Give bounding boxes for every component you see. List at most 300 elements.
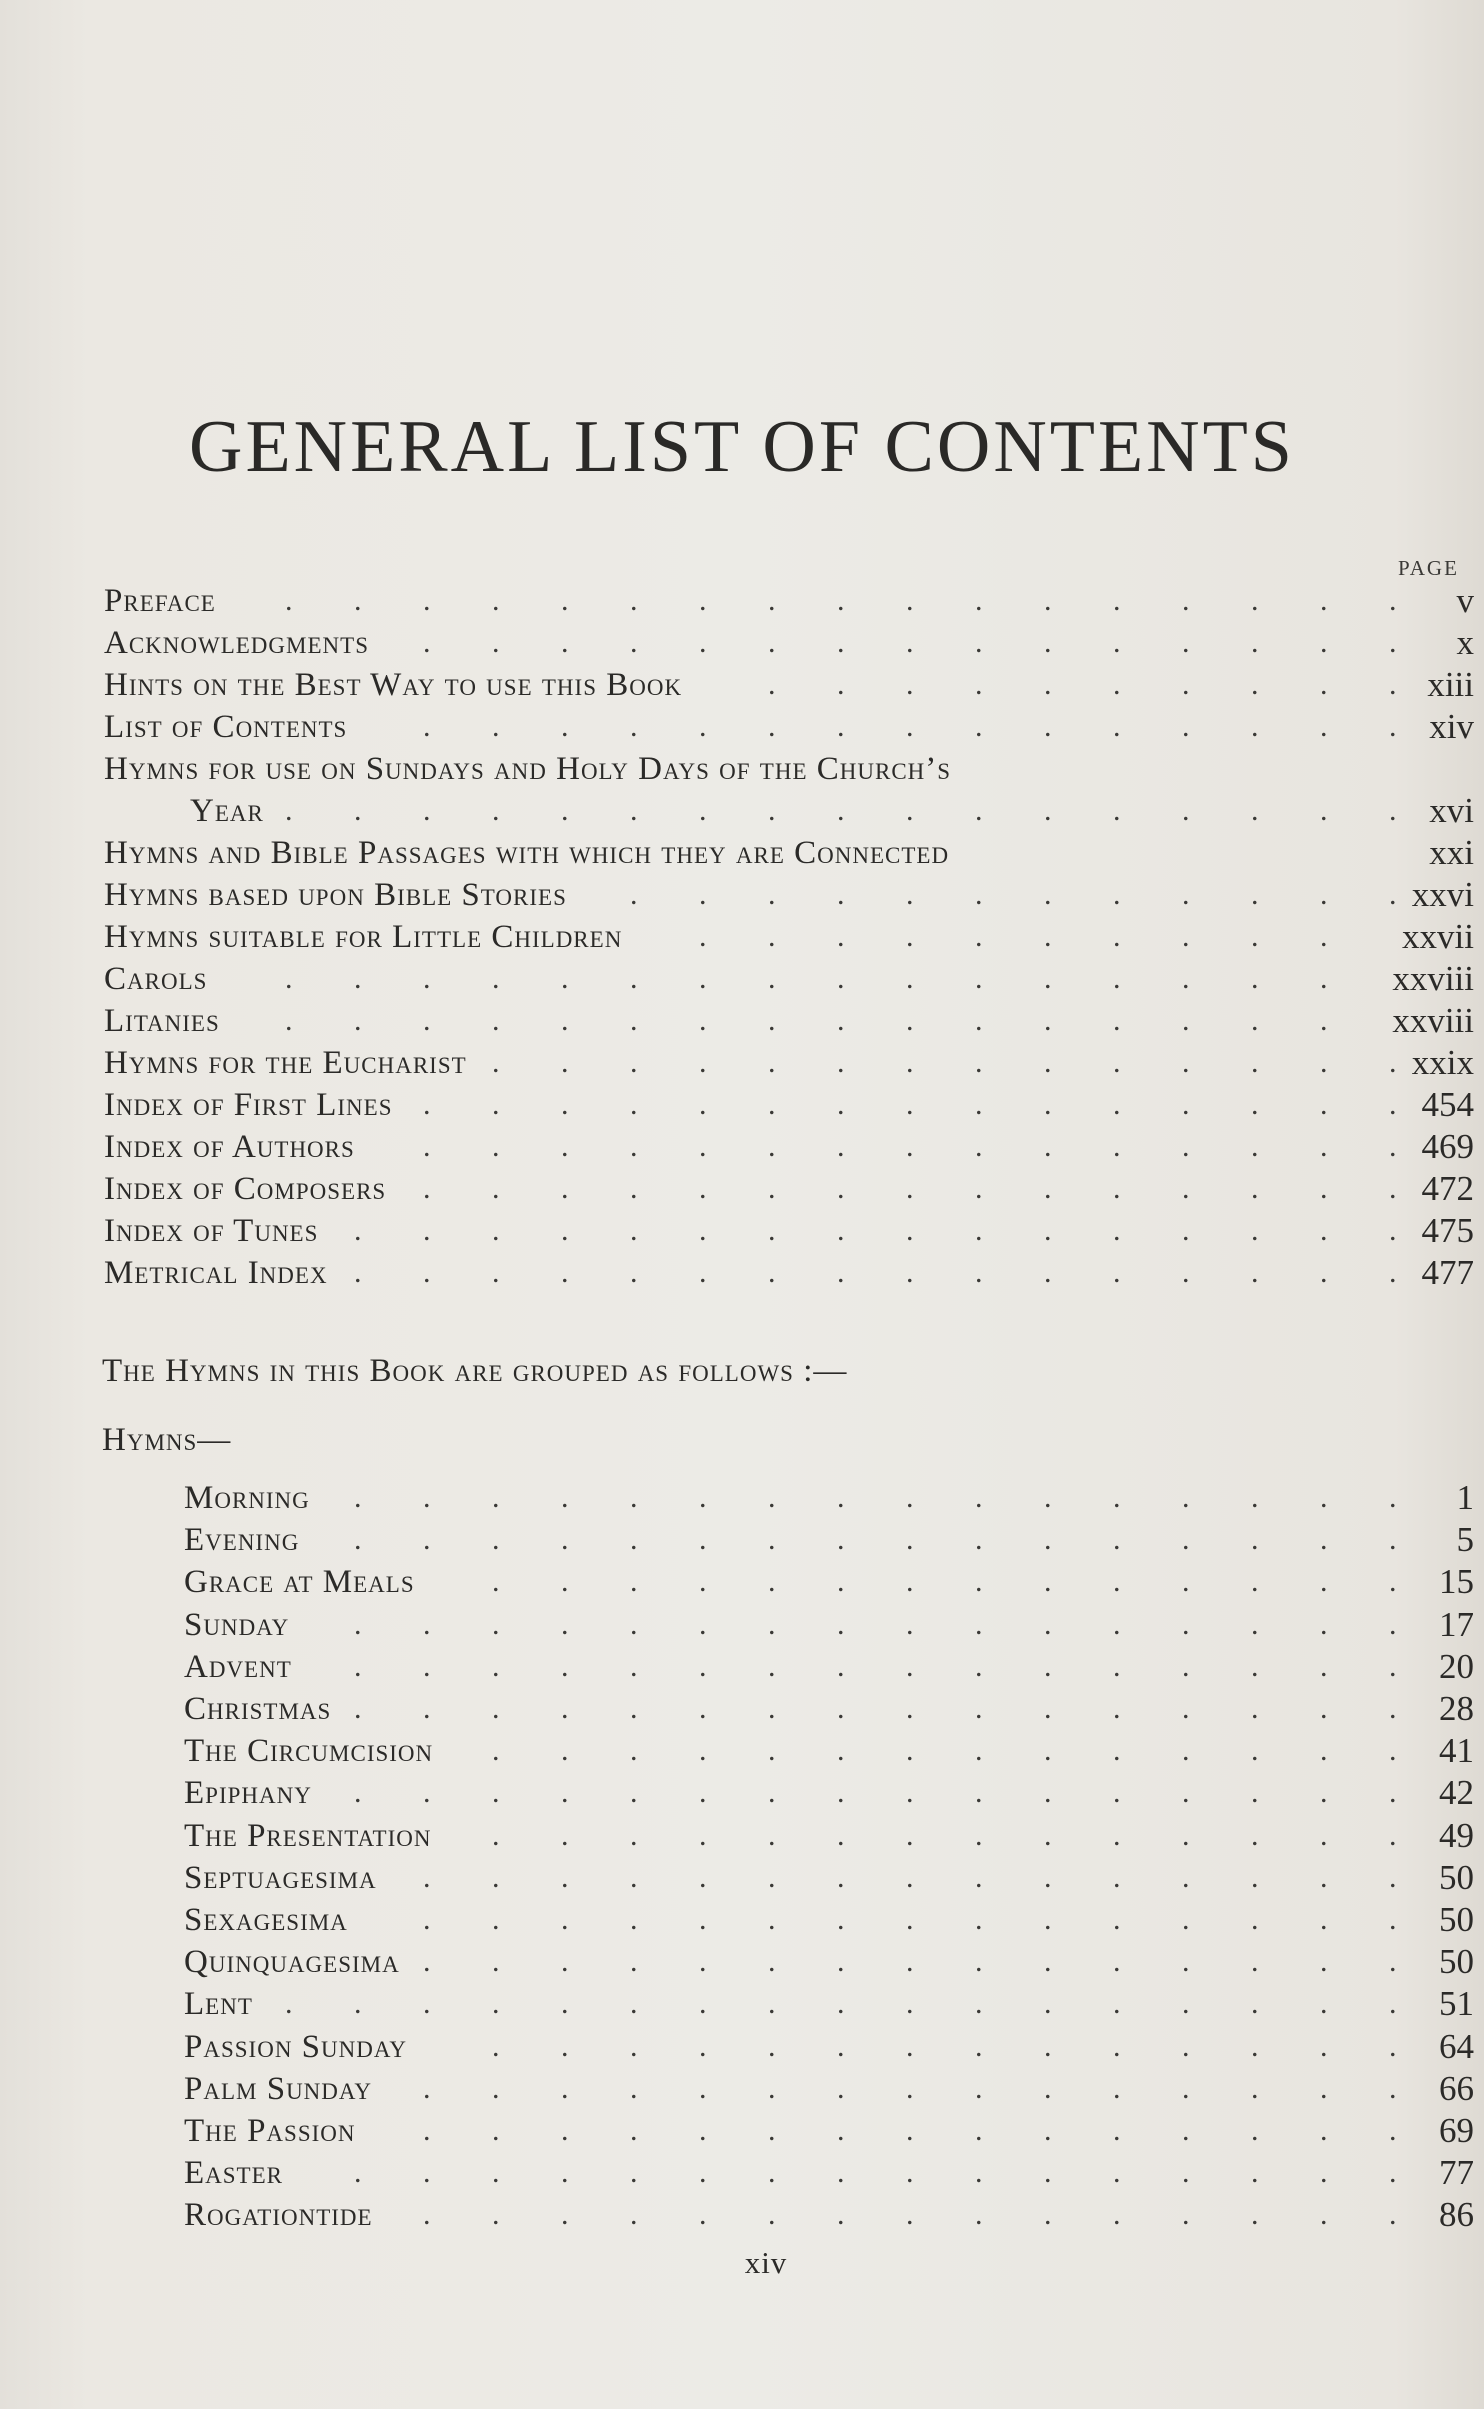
leader-dot: .: [837, 2072, 845, 2105]
hymn-group-entry-page: 86: [1439, 2195, 1474, 2234]
leader-dot: .: [423, 1214, 431, 1247]
leader-dot: .: [1113, 1819, 1121, 1852]
contents-entry-title: Acknowledgments: [104, 625, 369, 661]
hymn-group-entry: [184, 2194, 1474, 2236]
leader-dot: .: [423, 626, 431, 659]
hymn-group-entry-page: 5: [1456, 1520, 1474, 1559]
hymn-group-entry: [184, 1477, 1474, 1519]
leader-dot: .: [1044, 1903, 1052, 1936]
leader-dot: .: [1113, 1088, 1121, 1121]
leader-dot: .: [1113, 2072, 1121, 2105]
hymn-group-entry: [184, 1604, 1474, 1646]
leader-dot: .: [630, 1046, 638, 1079]
contents-entry-title: Index of Tunes: [104, 1213, 319, 1249]
leader-dot: .: [1182, 962, 1190, 995]
contents-entry-title: Preface: [104, 583, 216, 619]
hymn-group-entry-title: Lent: [184, 1986, 253, 2022]
leader-dot: .: [975, 878, 983, 911]
leader-dot: .: [1113, 584, 1121, 617]
hymn-group-entry-page: 50: [1439, 1900, 1474, 1939]
leader-dot: .: [975, 2114, 983, 2147]
leader-dot: .: [561, 1046, 569, 1079]
hymn-group-entry-title: Sunday: [184, 1607, 290, 1643]
contents-entry-title: Hymns for the Eucharist: [104, 1045, 467, 1081]
leader-dot: .: [1320, 1214, 1328, 1247]
leader-dot: .: [1044, 2114, 1052, 2147]
leader-dot: .: [975, 962, 983, 995]
leader-dot: .: [1320, 962, 1328, 995]
leader-dot: .: [699, 1903, 707, 1936]
leader-dot: .: [975, 2156, 983, 2189]
contents-entry-page: xxviii: [1392, 1001, 1474, 1040]
leader-dot: .: [285, 962, 293, 995]
leader-dot: .: [1320, 1481, 1328, 1514]
leader-dot: .: [975, 626, 983, 659]
leader-dot: .: [1113, 1256, 1121, 1289]
contents-entry: [104, 832, 1474, 874]
leader-dot: .: [1320, 626, 1328, 659]
leader-dot: .: [906, 2030, 914, 2063]
leader-dot: .: [1389, 1130, 1397, 1163]
leader-dot: .: [1251, 1565, 1259, 1598]
hymn-group-entry: [184, 1519, 1474, 1561]
leader-dot: .: [492, 1088, 500, 1121]
leader-dot: .: [561, 1004, 569, 1037]
leader-dot: .: [906, 1692, 914, 1725]
leader-dot: .: [423, 710, 431, 743]
contents-entry-page: 472: [1421, 1169, 1474, 1208]
leader-dot: .: [630, 2114, 638, 2147]
leader-dot: .: [699, 1945, 707, 1978]
leader-dot: .: [1389, 1903, 1397, 1936]
leader-dot: .: [906, 668, 914, 701]
leader-dot: .: [1182, 2198, 1190, 2231]
contents-entry-title: Litanies: [104, 1003, 220, 1039]
leader-dot: .: [975, 1776, 983, 1809]
leader-dot: .: [699, 2114, 707, 2147]
leader-dot: .: [1113, 710, 1121, 743]
leader-dot: .: [492, 1523, 500, 1556]
leader-dot: .: [699, 2156, 707, 2189]
leader-dot: .: [1320, 1130, 1328, 1163]
leader-dot: .: [1320, 1172, 1328, 1205]
leader-dot: .: [1320, 1088, 1328, 1121]
leader-dot: .: [561, 1172, 569, 1205]
contents-entry: [104, 580, 1474, 622]
leader-dot: .: [1044, 1650, 1052, 1683]
leader-dot: .: [1251, 1692, 1259, 1725]
leader-dot: .: [285, 794, 293, 827]
leader-dot: .: [1113, 668, 1121, 701]
leader-dot: .: [699, 1214, 707, 1247]
leader-dot: .: [1044, 1776, 1052, 1809]
leader-dot: .: [699, 1481, 707, 1514]
hymn-group-entry-page: 17: [1439, 1605, 1474, 1644]
leader-dot: .: [1320, 2156, 1328, 2189]
leader-dot: .: [1113, 1692, 1121, 1725]
leader-dot: .: [1251, 1256, 1259, 1289]
leader-dot: .: [561, 1256, 569, 1289]
leader-dot: .: [1389, 794, 1397, 827]
leader-dot: .: [630, 1608, 638, 1641]
leader-dot: .: [1182, 2030, 1190, 2063]
leader-dot: .: [1044, 1130, 1052, 1163]
leader-dot: .: [1389, 584, 1397, 617]
leader-dot: .: [630, 1523, 638, 1556]
leader-dot: .: [975, 920, 983, 953]
leader-dot: .: [561, 1945, 569, 1978]
leader-dot: .: [492, 1945, 500, 1978]
leader-dot: .: [1182, 878, 1190, 911]
hymn-group-entry: [184, 2068, 1474, 2110]
contents-entry-page: xxix: [1411, 1043, 1474, 1082]
leader-dot: .: [906, 1945, 914, 1978]
leader-dot: .: [492, 584, 500, 617]
leader-dot: .: [1389, 2156, 1397, 2189]
contents-entry-page: xiii: [1427, 665, 1474, 704]
hymn-group-entry: [184, 1899, 1474, 1941]
leader-dot: .: [768, 1903, 776, 1936]
leader-dot: .: [423, 1088, 431, 1121]
leader-dot: .: [354, 1987, 362, 2020]
leader-dot: .: [768, 1945, 776, 1978]
contents-entry-title: Hymns and Bible Passages with which they are Connected: [104, 835, 950, 871]
leader-dot: .: [1182, 584, 1190, 617]
contents-entry: [104, 706, 1474, 748]
leader-dot: .: [1251, 1945, 1259, 1978]
leader-dot: .: [423, 1776, 431, 1809]
leader-dot: .: [906, 2072, 914, 2105]
leader-dot: .: [1251, 1214, 1259, 1247]
leader-dot: .: [699, 1734, 707, 1767]
leader-dot: .: [561, 1214, 569, 1247]
leader-dot: .: [1044, 878, 1052, 911]
leader-dot: .: [1113, 1861, 1121, 1894]
leader-dot: .: [630, 1565, 638, 1598]
leader-dot: .: [906, 2156, 914, 2189]
leader-dot: .: [630, 2072, 638, 2105]
leader-dot: .: [423, 1523, 431, 1556]
contents-entry: [104, 1252, 1474, 1294]
contents-entry: [104, 748, 1474, 790]
leader-dot: .: [1113, 626, 1121, 659]
contents-entry: [104, 958, 1474, 1000]
leader-dot: .: [1251, 2198, 1259, 2231]
leader-dot: .: [837, 2198, 845, 2231]
leader-dot: .: [1389, 1692, 1397, 1725]
leader-dot: .: [906, 2114, 914, 2147]
leader-dot: .: [975, 1945, 983, 1978]
leader-dot: .: [906, 1819, 914, 1852]
leader-dot: .: [768, 1523, 776, 1556]
leader-dot: .: [768, 626, 776, 659]
leader-dot: .: [906, 1004, 914, 1037]
hymn-group-entry-title: Evening: [184, 1522, 300, 1558]
leader-dot: .: [699, 1004, 707, 1037]
leader-dot: .: [561, 2198, 569, 2231]
leader-dot: .: [1113, 878, 1121, 911]
leader-dot: .: [1044, 626, 1052, 659]
leader-dot: .: [1320, 2030, 1328, 2063]
hymn-group-entry-title: Christmas: [184, 1691, 332, 1727]
leader-dot: .: [423, 2198, 431, 2231]
leader-dot: .: [699, 584, 707, 617]
leader-dot: .: [975, 2072, 983, 2105]
leader-dot: .: [837, 1481, 845, 1514]
leader-dot: .: [1182, 1130, 1190, 1163]
leader-dot: .: [630, 710, 638, 743]
leader-dot: .: [768, 584, 776, 617]
leader-dot: .: [1044, 1172, 1052, 1205]
leader-dot: .: [975, 668, 983, 701]
leader-dot: .: [561, 1819, 569, 1852]
hymn-group-entry-title: Sexagesima: [184, 1902, 348, 1938]
hymn-group-entry-page: 1: [1456, 1478, 1474, 1517]
leader-dot: .: [1389, 1481, 1397, 1514]
leader-dot: .: [1320, 1650, 1328, 1683]
leader-dot: .: [492, 1046, 500, 1079]
leader-dot: .: [1251, 1903, 1259, 1936]
leader-dot: .: [630, 1776, 638, 1809]
leader-dot: .: [1182, 2156, 1190, 2189]
contents-entry-page: xxvii: [1402, 917, 1474, 956]
leader-dot: .: [768, 1172, 776, 1205]
leader-dot: .: [1251, 794, 1259, 827]
leader-dot: .: [1113, 1987, 1121, 2020]
leader-dot: .: [1251, 1987, 1259, 2020]
leader-dot: .: [1251, 920, 1259, 953]
leader-dot: .: [1182, 1608, 1190, 1641]
leader-dot: .: [630, 2156, 638, 2189]
leader-dot: .: [975, 1608, 983, 1641]
leader-dot: .: [492, 1903, 500, 1936]
leader-dot: .: [768, 1692, 776, 1725]
leader-dot: .: [699, 1130, 707, 1163]
leader-dot: .: [699, 878, 707, 911]
leader-dot: .: [1251, 1130, 1259, 1163]
leader-dot: .: [423, 2072, 431, 2105]
leader-dot: .: [630, 2030, 638, 2063]
leader-dot: .: [837, 1172, 845, 1205]
leader-dot: .: [1251, 584, 1259, 617]
leader-dot: .: [1182, 1903, 1190, 1936]
leader-dot: .: [1113, 1608, 1121, 1641]
leader-dot: .: [285, 584, 293, 617]
contents-entry-title: Hints on the Best Way to use this Book: [104, 667, 683, 703]
leader-dot: .: [975, 1130, 983, 1163]
leader-dot: .: [1044, 1987, 1052, 2020]
leader-dot: .: [630, 794, 638, 827]
leader-dot: .: [630, 878, 638, 911]
leader-dot: .: [1251, 2114, 1259, 2147]
leader-dot: .: [699, 2198, 707, 2231]
hymn-group-entry: [184, 2110, 1474, 2152]
leader-dot: .: [354, 1481, 362, 1514]
leader-dot: .: [975, 1088, 983, 1121]
leader-dot: .: [1251, 1088, 1259, 1121]
leader-dot: .: [1182, 1945, 1190, 1978]
leader-dot: .: [837, 1776, 845, 1809]
leader-dot: .: [1044, 1861, 1052, 1894]
leader-dot: .: [1251, 1523, 1259, 1556]
leader-dot: .: [492, 1861, 500, 1894]
leader-dot: .: [837, 1987, 845, 2020]
leader-dot: .: [423, 2114, 431, 2147]
leader-dot: .: [837, 2114, 845, 2147]
leader-dot: .: [630, 2198, 638, 2231]
leader-dot: .: [768, 1565, 776, 1598]
leader-dot: .: [561, 2156, 569, 2189]
leader-dot: .: [1044, 1565, 1052, 1598]
leader-dot: .: [1044, 2072, 1052, 2105]
leader-dot: .: [1251, 1650, 1259, 1683]
leader-dot: .: [1251, 1734, 1259, 1767]
leader-dot: .: [1113, 1481, 1121, 1514]
leader-dot: .: [1044, 1608, 1052, 1641]
leader-dot: .: [1389, 1945, 1397, 1978]
leader-dot: .: [1389, 668, 1397, 701]
contents-entry-title: List of Contents: [104, 709, 348, 745]
leader-dot: .: [906, 1650, 914, 1683]
leader-dot: .: [975, 1004, 983, 1037]
leader-dot: .: [906, 1214, 914, 1247]
leader-dot: .: [1113, 2030, 1121, 2063]
leader-dot: .: [975, 1256, 983, 1289]
leader-dot: .: [1113, 1046, 1121, 1079]
leader-dot: .: [768, 794, 776, 827]
contents-entry: [104, 664, 1474, 706]
leader-dot: .: [975, 1481, 983, 1514]
hymn-group-entry-page: 28: [1439, 1689, 1474, 1728]
leader-dot: .: [699, 1523, 707, 1556]
leader-dot: .: [768, 668, 776, 701]
contents-entry-title: Index of Composers: [104, 1171, 387, 1207]
leader-dot: .: [1251, 1172, 1259, 1205]
leader-dot: .: [768, 710, 776, 743]
leader-dot: .: [561, 962, 569, 995]
leader-dot: .: [1182, 668, 1190, 701]
leader-dot: .: [975, 1523, 983, 1556]
hymn-group-entry-title: Rogationtide: [184, 2197, 373, 2233]
hymn-group-entry-title: Advent: [184, 1649, 292, 1685]
leader-dot: .: [561, 1987, 569, 2020]
hymn-group-entry-page: 15: [1439, 1562, 1474, 1601]
leader-dot: .: [1251, 2156, 1259, 2189]
leader-dot: .: [423, 794, 431, 827]
leader-dot: .: [1389, 2072, 1397, 2105]
leader-dot: .: [492, 1214, 500, 1247]
leader-dot: .: [1044, 962, 1052, 995]
leader-dot: .: [492, 1608, 500, 1641]
leader-dot: .: [354, 794, 362, 827]
leader-dot: .: [699, 1565, 707, 1598]
leader-dot: .: [285, 1987, 293, 2020]
contents-entry-page: xvi: [1429, 791, 1474, 830]
leader-dot: .: [1044, 2156, 1052, 2189]
leader-dot: .: [1044, 1004, 1052, 1037]
leader-dot: .: [699, 1819, 707, 1852]
leader-dot: .: [1182, 2114, 1190, 2147]
hymn-group-entry: [184, 1941, 1474, 1983]
leader-dot: .: [1182, 1481, 1190, 1514]
leader-dot: .: [492, 1004, 500, 1037]
leader-dot: .: [837, 1734, 845, 1767]
leader-dot: .: [975, 1172, 983, 1205]
leader-dot: .: [1389, 2114, 1397, 2147]
leader-dot: .: [1320, 1523, 1328, 1556]
leader-dot: .: [630, 1214, 638, 1247]
leader-dot: .: [768, 2072, 776, 2105]
leader-dot: .: [354, 962, 362, 995]
leader-dot: .: [423, 1945, 431, 1978]
leader-dot: .: [492, 1734, 500, 1767]
leader-dot: .: [1182, 710, 1190, 743]
leader-dot: .: [630, 1256, 638, 1289]
leader-dot: .: [630, 1650, 638, 1683]
leader-dot: .: [1320, 1734, 1328, 1767]
leader-dot: .: [1389, 1256, 1397, 1289]
leader-dot: .: [354, 1776, 362, 1809]
hymn-group-entry-page: 51: [1439, 1984, 1474, 2023]
leader-dot: .: [699, 710, 707, 743]
leader-dot: .: [768, 2114, 776, 2147]
leader-dot: .: [423, 1130, 431, 1163]
leader-dot: .: [837, 1046, 845, 1079]
hymn-group-entry-page: 41: [1439, 1731, 1474, 1770]
leader-dot: .: [1044, 1523, 1052, 1556]
leader-dot: .: [1320, 1692, 1328, 1725]
leader-dot: .: [1320, 584, 1328, 617]
leader-dot: .: [1320, 1861, 1328, 1894]
leader-dot: .: [975, 1565, 983, 1598]
leader-dot: .: [492, 626, 500, 659]
leader-dot: .: [837, 878, 845, 911]
leader-dot: .: [1182, 1987, 1190, 2020]
leader-dot: .: [906, 1256, 914, 1289]
leader-dot: .: [285, 1004, 293, 1037]
leader-dot: .: [768, 1776, 776, 1809]
leader-dot: .: [975, 1819, 983, 1852]
leader-dot: .: [423, 1650, 431, 1683]
leader-dot: .: [1113, 1565, 1121, 1598]
leader-dot: .: [1320, 1776, 1328, 1809]
leader-dot: .: [975, 1214, 983, 1247]
leader-dot: .: [699, 1172, 707, 1205]
leader-dot: .: [561, 1734, 569, 1767]
leader-dot: .: [1044, 794, 1052, 827]
leader-dot: .: [492, 2030, 500, 2063]
contents-entry-page: 475: [1421, 1211, 1474, 1250]
leader-dot: .: [768, 2030, 776, 2063]
leader-dot: .: [699, 1776, 707, 1809]
leader-dot: .: [561, 1565, 569, 1598]
leader-dot: .: [630, 1004, 638, 1037]
leader-dot: .: [837, 1004, 845, 1037]
leader-dot: .: [1044, 920, 1052, 953]
contents-entry: [190, 790, 1474, 832]
leader-dot: .: [837, 1945, 845, 1978]
leader-dot: .: [630, 1130, 638, 1163]
leader-dot: .: [492, 1987, 500, 2020]
leader-dot: .: [1389, 2030, 1397, 2063]
contents-entry-page: xxi: [1429, 833, 1474, 872]
leader-dot: .: [1389, 1776, 1397, 1809]
leader-dot: .: [906, 1130, 914, 1163]
leader-dot: .: [423, 584, 431, 617]
leader-dot: .: [768, 1861, 776, 1894]
leader-dot: .: [975, 2030, 983, 2063]
leader-dot: .: [1182, 2072, 1190, 2105]
